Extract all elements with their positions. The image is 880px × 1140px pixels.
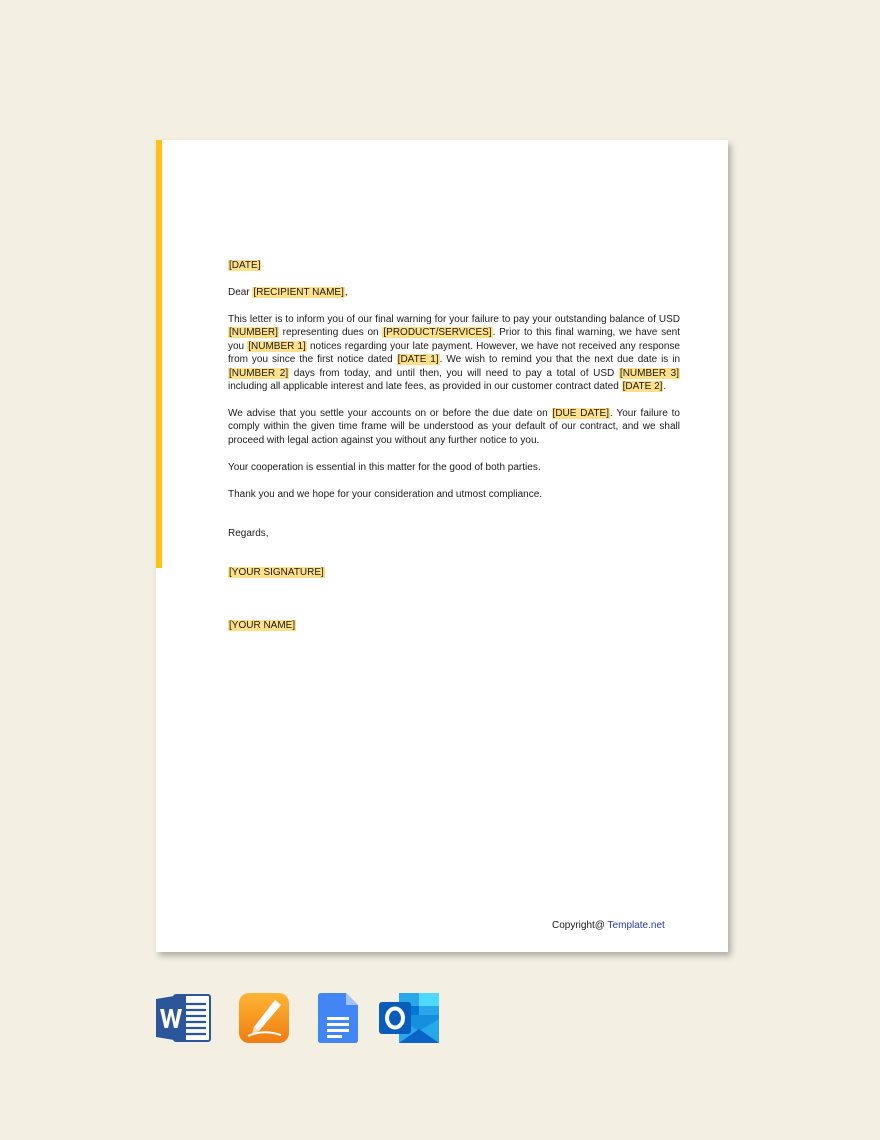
- paragraph-1: This letter is to inform you of our final warning for your failure to pay your outstanding balance of USD [NUMBER] representing dues on [PRODUCT/SERVICES]. Prior to this final warning, we have sent you [NUMBER 1] notices regarding your late payment. However, we have not received any response from you since the first notice dated [DATE 1]. We wish to remind you that the next due date is in [NUMBER 2] days from today, and until then, you will need to pay a total of USD [NUMBER 3] including all applicable interest and late fees, as provided in our customer contract dated [DATE 2].: [228, 314, 681, 393]
- paragraph-3: Your cooperation is essential in this matter for the good of both parties.: [228, 461, 541, 473]
- number-placeholder: [NUMBER]: [229, 327, 278, 339]
- date-placeholder: [DATE]: [229, 260, 261, 271]
- word-icon[interactable]: [156, 993, 212, 1043]
- recipient-placeholder: [RECIPIENT NAME]: [253, 287, 344, 298]
- due-date-placeholder: [DUE DATE]: [552, 408, 610, 420]
- signature-line: [228, 566, 680, 579]
- product-placeholder: [PRODUCT/SERVICES]: [383, 327, 492, 339]
- signature-placeholder: [YOUR SIGNATURE]: [229, 567, 324, 579]
- brand-link[interactable]: Template.net: [607, 920, 665, 931]
- letter-date: [228, 259, 680, 272]
- copyright: Copyright@ Template.net: [552, 920, 665, 931]
- outlook-icon[interactable]: [379, 993, 439, 1043]
- name-line: [228, 619, 680, 632]
- number-1-placeholder: [NUMBER 1]: [248, 340, 306, 352]
- paragraph-2: We advise that you settle your accounts on or before the due date on [DUE DATE]. Your failure to comply within the given time frame will be understood as your default of our contract, and we shall proceed with legal action against you without any further notice to you.: [228, 408, 680, 446]
- paragraph-4: Thank you and we hope for your consideration and utmost compliance.: [228, 488, 543, 500]
- letter-page: [156, 140, 728, 952]
- pages-icon[interactable]: [239, 993, 289, 1043]
- google-docs-icon[interactable]: [318, 993, 358, 1043]
- name-placeholder: [YOUR NAME]: [229, 620, 296, 632]
- letter-body: [228, 259, 680, 632]
- date-2-placeholder: [DATE 2]: [622, 381, 663, 393]
- date-1-placeholder: [DATE 1]: [397, 354, 439, 366]
- accent-bar: [156, 140, 162, 568]
- salutation: Dear [RECIPIENT NAME],: [228, 287, 348, 298]
- number-3-placeholder: [NUMBER 3]: [619, 367, 680, 379]
- closing: Regards,: [228, 528, 269, 540]
- number-2-placeholder: [NUMBER 2]: [229, 367, 289, 379]
